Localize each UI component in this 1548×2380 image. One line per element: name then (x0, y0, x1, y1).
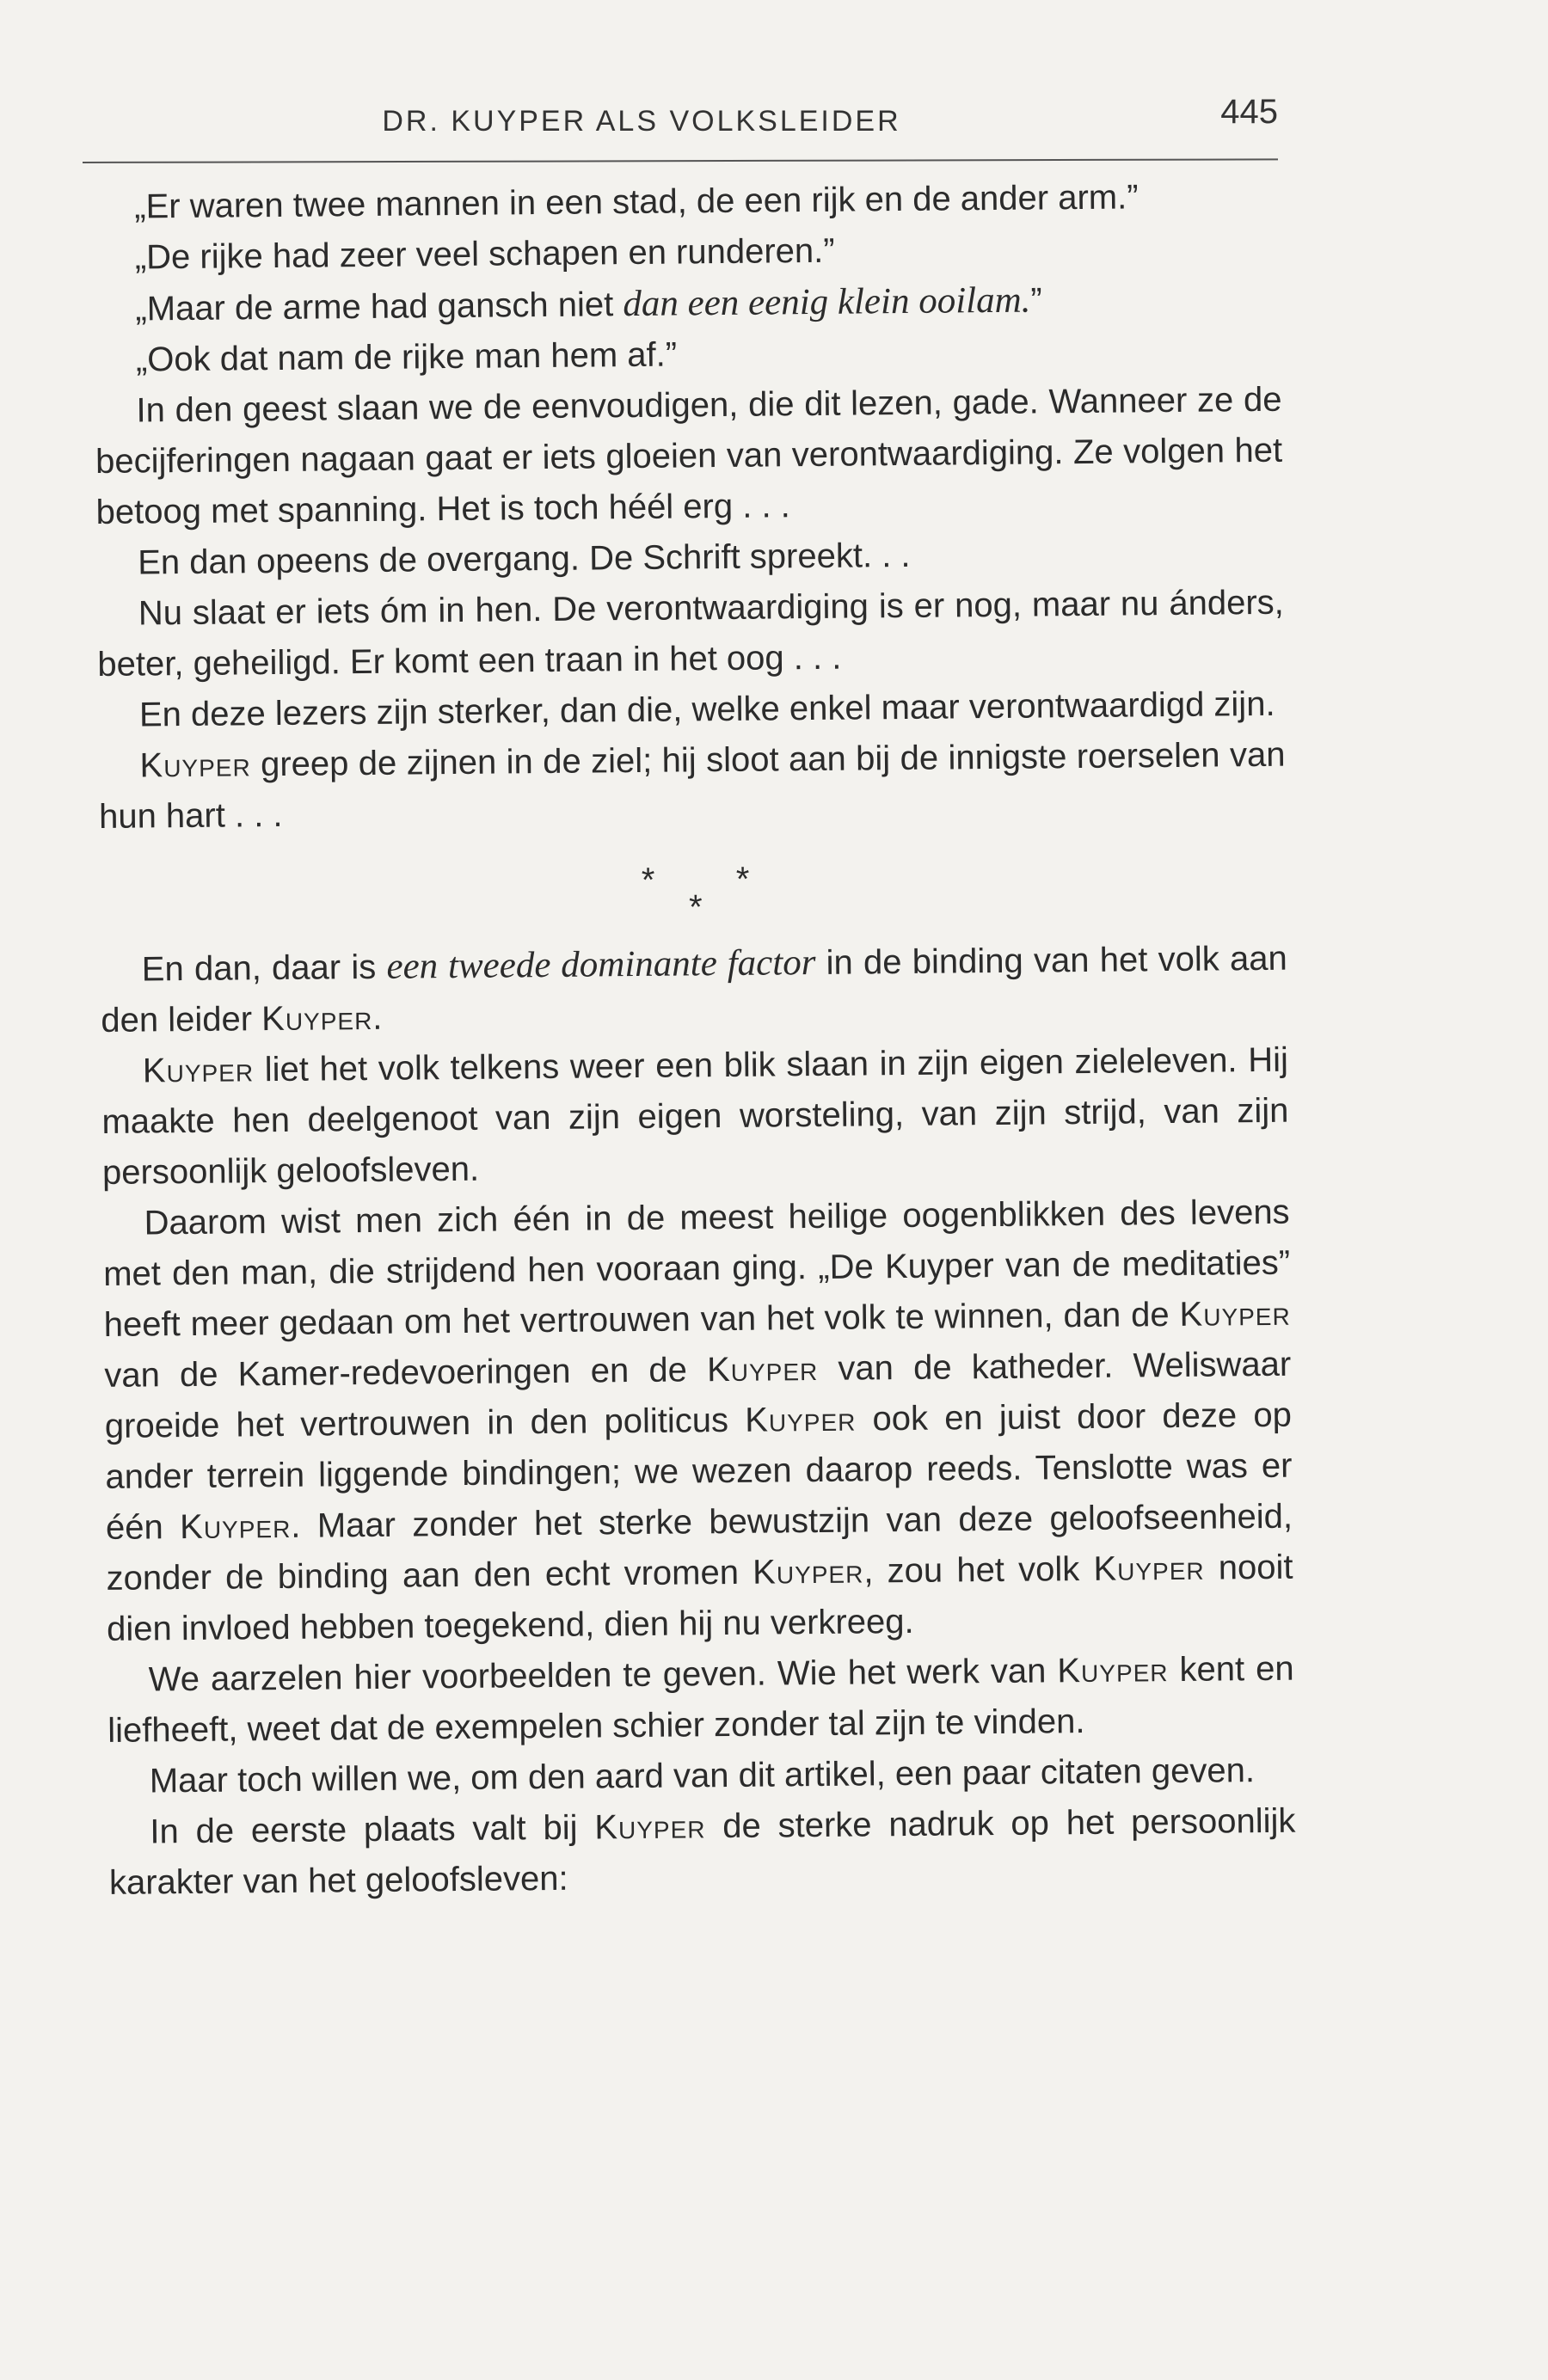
text-run: . Maar zonder het sterke bewustzijn van deze geloofseenheid, zonder de binding aan den echt vromen (106, 1497, 1293, 1598)
text-run: Maar toch willen we, om den aard van dit artikel, een paar citaten geven. (149, 1751, 1256, 1800)
text-run: In den geest slaan we de eenvoudigen, die dit lezen, gade. Wanneer ze de becijferingen nagaan gaat er iets gloeien van verontwaardiging. Ze volgen het betoog met spanning. Het is toch héél erg . . . (95, 380, 1283, 531)
text-run: kent en liefheeft, weet dat de exempelen schier zonder tal zijn te vinden. (108, 1649, 1294, 1750)
text-run: . (372, 998, 383, 1037)
asterisk: * (735, 860, 750, 899)
text-run: van de Kamer-redevoeringen en de (104, 1351, 708, 1395)
paragraph (107, 1644, 1294, 1757)
text-run: , zou het volk (863, 1549, 1094, 1591)
paragraph (108, 1796, 1296, 1909)
paragraph (98, 730, 1286, 843)
text-run: ” (1030, 281, 1042, 320)
italic-emphasis: een tweede dominante factor (386, 942, 816, 987)
name-small-caps: Kuyper (745, 1400, 857, 1439)
text-section-1 (93, 171, 1286, 843)
asterisk: * (641, 861, 655, 899)
text-run: „Er waren twee mannen in een stad, de een rijk en de ander arm.” (134, 178, 1139, 226)
text-run: de sterke nadruk op het persoonlijk karakter van het geloofsleven: (108, 1801, 1296, 1902)
name-small-caps: Kuyper (752, 1552, 864, 1592)
text-section-2 (101, 933, 1297, 1909)
running-title: DR. KUYPER ALS VOLKSLEIDER (382, 105, 901, 138)
text-run: En deze lezers zijn sterker, dan die, welke enkel maar verontwaardigd zijn. (138, 684, 1275, 734)
name-small-caps: Kuyper (1093, 1549, 1205, 1588)
name-small-caps: Kuyper (1057, 1651, 1169, 1690)
name-small-caps: Kuyper (179, 1506, 292, 1547)
text-run: „Maar de arme had gansch niet (135, 285, 624, 328)
body-text (93, 171, 1296, 1909)
paragraph (101, 1035, 1290, 1199)
paragraph (95, 375, 1283, 538)
text-run: „De rijke had zeer veel schapen en runderen.” (134, 231, 835, 277)
paragraph (97, 578, 1285, 690)
name-small-caps: Kuyper (1179, 1294, 1291, 1334)
text-run: greep de zijnen in de ziel; hij sloot aan bij de innigste roerselen van hun hart . . . (98, 735, 1286, 836)
name-small-caps: Kuyper (706, 1349, 819, 1389)
text-run: nooit dien invloed hebben toegekend, dien hij nu verkreeg. (106, 1548, 1293, 1648)
asterisk: * (688, 888, 703, 927)
name-small-caps: Kuyper (142, 1051, 255, 1090)
page-number: 445 (1220, 93, 1278, 131)
text-run: In de eerste plaats valt bij (150, 1808, 595, 1851)
text-run: liet het volk telkens weer een blik slaan in zijn eigen zieleleven. Hij maakte hen deelgenoot van zijn eigen worsteling, van zijn strijd, van zijn persoonlijk geloofsleven. (101, 1040, 1289, 1192)
text-run: ook en juist door deze op ander terrein liggende bindingen; we wezen daarop reeds. Tenslotte was er één (105, 1395, 1293, 1547)
text-run: En dan opeens de overgang. De Schrift spreekt. . . (138, 536, 911, 582)
text-run: Daarom wist men zich één in de meest heilige oogenblikken des levens met den man, die strijdend hen vooraan ging. „De Kuyper van de meditaties” heeft meer gedaan om het vertrouwen van het volk te winnen, dan de (102, 1193, 1291, 1344)
text-run: En dan, daar is (141, 948, 387, 989)
name-small-caps: Kuyper (594, 1807, 706, 1847)
header-rule (83, 158, 1278, 163)
asterism-divider (99, 831, 1287, 944)
paragraph (101, 933, 1288, 1046)
italic-emphasis: dan een eenig klein ooilam. (623, 279, 1031, 325)
text-run: We aarzelen hier voorbeelden te geven. Wie het werk van (148, 1652, 1058, 1699)
paragraph (102, 1187, 1293, 1655)
text-run: Nu slaat er iets óm in hen. De verontwaardiging is er nog, maar nu ánders, beter, geheiligd. Er komt een traan in het oog . . . (97, 583, 1284, 684)
running-head (83, 93, 1278, 153)
name-small-caps: Kuyper (261, 998, 373, 1039)
text-run: van de katheder. Weliswaar groeide het vertrouwen in den politicus (104, 1345, 1292, 1445)
text-run: in de binding van het volk aan den leider (101, 939, 1287, 1040)
text-run: „Ook dat nam de rijke man hem af.” (135, 335, 678, 379)
name-small-caps: Kuyper (139, 745, 251, 785)
